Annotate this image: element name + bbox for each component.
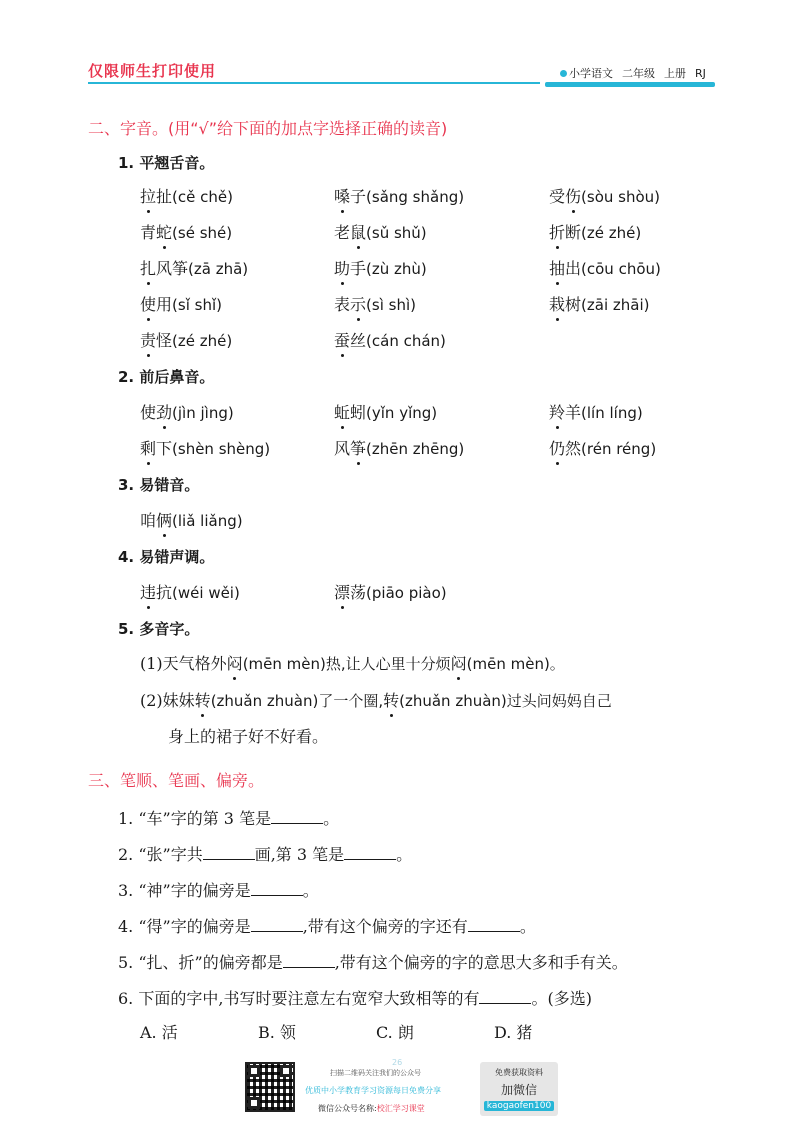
subsection-title: 3. 易错音。	[118, 476, 200, 494]
word-item: 羚羊(lín líng)	[549, 400, 643, 423]
dotted-char: 蚕	[334, 328, 350, 351]
account-info: 微信公众号名称:校汇学习课堂	[318, 1104, 425, 1113]
grade-label: 二年级	[622, 67, 655, 80]
word-item: 使用(sǐ shǐ)	[140, 292, 222, 315]
word-item: 拉扯(cě chě)	[140, 184, 233, 207]
header-title: 仅限师生打印使用	[88, 62, 217, 80]
word-item: 使劲(jìn jìng)	[140, 400, 234, 423]
pinyin-options[interactable]: (cán chán)	[366, 332, 446, 350]
word-item: 责怪(zé zhé)	[140, 328, 232, 351]
promo-wechat-id: kaogaofen100	[484, 1101, 554, 1111]
subsection-title: 2. 前后鼻音。	[118, 368, 215, 386]
promo-line2: 加微信	[500, 1083, 537, 1097]
dotted-char: 折	[549, 220, 565, 243]
option-d[interactable]: D. 猪	[494, 1023, 533, 1042]
pinyin-options[interactable]: (yǐn yǐng)	[366, 404, 438, 422]
word-item: 剩下(shèn shèng)	[140, 436, 270, 459]
answer-blank[interactable]	[271, 808, 323, 824]
pinyin-options[interactable]: (sì shì)	[366, 296, 416, 314]
question-6: 6. 下面的字中,书写时要注意左右宽窄大致相等的有 。(多选)	[118, 989, 592, 1008]
volume-label: 上册	[664, 67, 686, 80]
page-number: 26	[392, 1058, 403, 1067]
word-item: 蚕丝(cán chán)	[334, 328, 446, 351]
word-item: 抽出(cōu chōu)	[549, 256, 661, 279]
pinyin-options[interactable]: (wéi wěi)	[172, 584, 240, 602]
word-item: 咱俩(liǎ liǎng)	[140, 508, 243, 531]
option-b[interactable]: B. 领	[258, 1023, 296, 1042]
dotted-char: 助	[334, 256, 350, 279]
word-item: 扎风筝(zā zhā)	[140, 256, 248, 279]
dotted-char: 示	[350, 292, 366, 315]
word-item: 嗓子(sǎng shǎng)	[334, 184, 464, 207]
header-divider-bold	[545, 82, 715, 87]
dotted-char: 伤	[565, 184, 581, 207]
dotted-char: 筝	[350, 436, 366, 459]
pinyin-options[interactable]: (sǔ shǔ)	[366, 224, 427, 242]
answer-blank[interactable]	[468, 916, 520, 932]
pinyin-options[interactable]: (liǎ liǎng)	[172, 512, 243, 530]
dotted-char: 使	[140, 292, 156, 315]
polyphone-sentence: (2)妹妹转(zhuǎn zhuàn)了一个圈,转(zhuǎn zhuàn)过头问妈妈自己	[140, 688, 612, 711]
option-a[interactable]: A. 活	[140, 1023, 178, 1042]
word-item: 青蛇(sé shé)	[140, 220, 232, 243]
dotted-char: 违	[140, 580, 156, 603]
pinyin-options[interactable]: (zù zhù)	[366, 260, 427, 278]
pinyin-options[interactable]: (cōu chōu)	[581, 260, 661, 278]
pinyin-options[interactable]: (sé shé)	[172, 224, 233, 242]
word-item: 助手(zù zhù)	[334, 256, 427, 279]
pinyin-options[interactable]: (cě chě)	[172, 188, 233, 206]
header-divider	[88, 82, 540, 84]
word-item: 折断(zé zhé)	[549, 220, 641, 243]
pinyin-options[interactable]: (piāo piào)	[366, 584, 447, 602]
qr-code-icon	[245, 1062, 295, 1112]
pinyin-options[interactable]: (lín líng)	[581, 404, 643, 422]
scan-hint: 扫描二维码关注我们的公众号	[330, 1069, 421, 1077]
question-5: 5. “扎、折”的偏旁都是 ,带有这个偏旁的字的意思大多和手有关。	[118, 953, 628, 972]
subsection-title: 4. 易错声调。	[118, 548, 215, 566]
dotted-char: 羚	[549, 400, 565, 423]
answer-blank[interactable]	[283, 952, 335, 968]
footer-slogan: 优质中小学教育学习资源每日免费分享	[305, 1086, 441, 1095]
dotted-char: 抽	[549, 256, 565, 279]
pinyin-options[interactable]: (sǐ shǐ)	[172, 296, 222, 314]
dotted-char: 栽	[549, 292, 565, 315]
question-4: 4. “得”字的偏旁是 ,带有这个偏旁的字还有 。	[118, 917, 536, 936]
pinyin-options[interactable]: (sòu shòu)	[581, 188, 661, 206]
dotted-char: 鼠	[350, 220, 366, 243]
subsection-title: 1. 平翘舌音。	[118, 154, 215, 172]
edition-label: RJ	[695, 66, 706, 80]
bullet-icon	[560, 70, 567, 77]
promo-line1: 免费获取资料	[495, 1068, 543, 1077]
dotted-char: 劲	[156, 400, 172, 423]
answer-blank[interactable]	[251, 916, 303, 932]
question-3: 3. “神”字的偏旁是 。	[118, 881, 319, 900]
dotted-char: 扎	[140, 256, 156, 279]
dotted-char: 责	[140, 328, 156, 351]
pinyin-options[interactable]: (zāi zhāi)	[581, 296, 650, 314]
option-c[interactable]: C. 朗	[376, 1023, 414, 1042]
word-item: 仍然(rén réng)	[549, 436, 656, 459]
word-item: 受伤(sòu shòu)	[549, 184, 660, 207]
dotted-char: 拉	[140, 184, 156, 207]
dotted-char: 蚯	[334, 400, 350, 423]
dotted-char: 俩	[156, 508, 172, 531]
word-item: 蚯蚓(yǐn yǐng)	[334, 400, 437, 423]
subsection-title: 5. 多音字。	[118, 620, 200, 638]
answer-blank[interactable]	[251, 880, 303, 896]
answer-blank[interactable]	[344, 844, 396, 860]
polyphone-sentence-cont: 身上的裙子好不好看。	[168, 727, 329, 746]
word-item: 风筝(zhēn zhēng)	[334, 436, 464, 459]
question-1: 1. “车”字的第 3 笔是 。	[118, 809, 340, 828]
dotted-char: 仍	[549, 436, 565, 459]
section-title-strokes: 三、笔顺、笔画、偏旁。	[88, 771, 265, 790]
dotted-char: 嗓	[334, 184, 350, 207]
word-item: 违抗(wéi wěi)	[140, 580, 240, 603]
polyphone-sentence: (1)天气格外闷(mēn mèn)热,让人心里十分烦闷(mēn mèn)。	[140, 651, 565, 674]
answer-blank[interactable]	[203, 844, 255, 860]
pinyin-options[interactable]: (rén réng)	[581, 440, 657, 458]
pinyin-options[interactable]: (shèn shèng)	[172, 440, 271, 458]
word-item: 表示(sì shì)	[334, 292, 416, 315]
word-item: 漂荡(piāo piào)	[334, 580, 447, 603]
section-title-pronunciation: 二、字音。(用“√”给下面的加点字选择正确的读音)	[88, 119, 448, 138]
word-item: 栽树(zāi zhāi)	[549, 292, 649, 315]
wechat-promo-box	[480, 1062, 558, 1116]
pinyin-options[interactable]: (sǎng shǎng)	[366, 188, 465, 206]
header-info	[560, 65, 706, 81]
pinyin-options[interactable]: (zé zhé)	[172, 332, 233, 350]
question-2: 2. “张”字共 画,第 3 笔是 。	[118, 845, 413, 864]
dotted-char: 漂	[334, 580, 350, 603]
pinyin-options[interactable]: (zhēn zhēng)	[366, 440, 465, 458]
word-item: 老鼠(sǔ shǔ)	[334, 220, 427, 243]
pinyin-options[interactable]: (zā zhā)	[188, 260, 249, 278]
dotted-char: 蛇	[156, 220, 172, 243]
pinyin-options[interactable]: (jìn jìng)	[172, 404, 234, 422]
answer-blank[interactable]	[479, 988, 531, 1004]
subject-label: 小学语文	[560, 65, 613, 81]
pinyin-options[interactable]: (zé zhé)	[581, 224, 642, 242]
dotted-char: 剩	[140, 436, 156, 459]
